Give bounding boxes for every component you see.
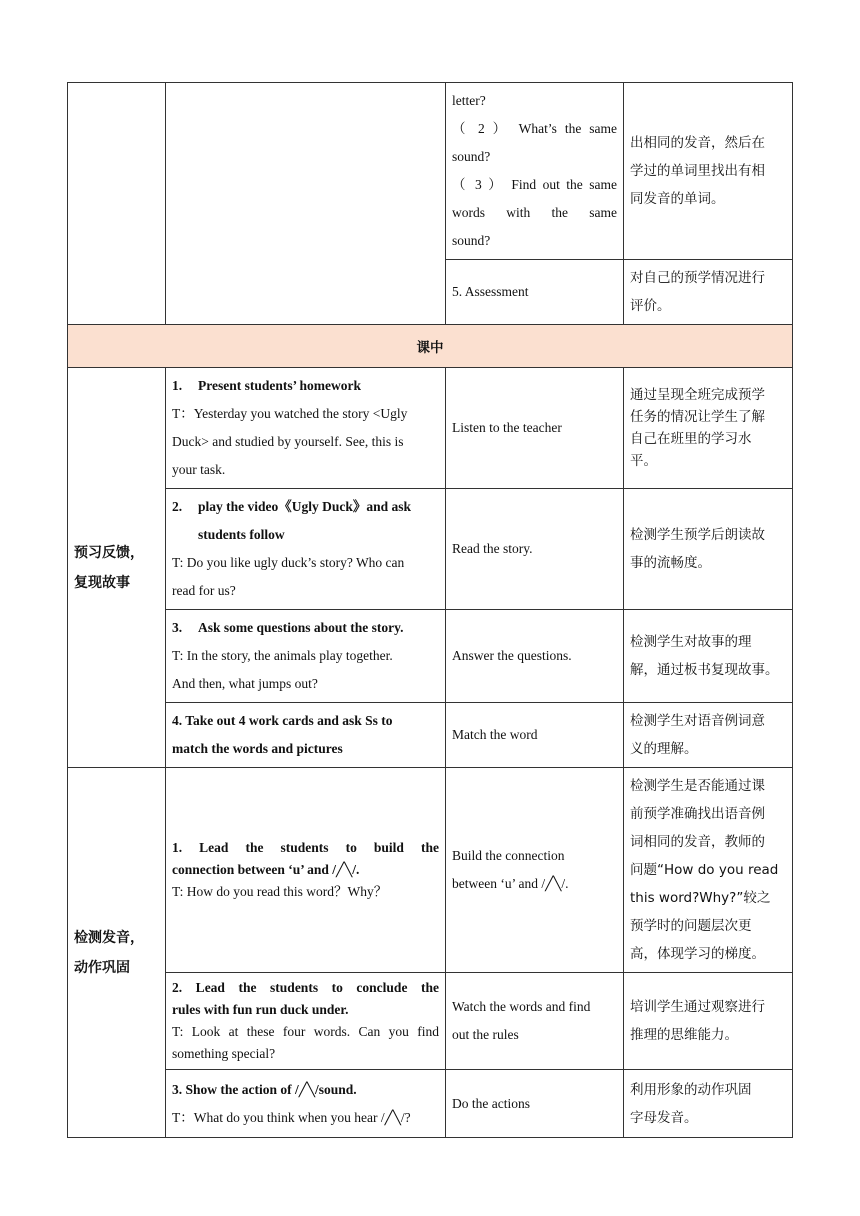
text-line: 预学时的问题层次更 [630,918,752,934]
teacher-activity-cell [166,489,446,610]
activity-title: 4. Take out 4 work cards and ask Ss to [172,713,393,728]
stage-label: 复现故事 [74,574,130,591]
section-header-row [68,325,793,368]
text-line: 检测学生对语音例词意 [630,713,765,729]
text-line: （ 2 ） What’s the same [452,121,617,136]
text-line: Build the connection [452,848,565,863]
purpose-cell [624,703,793,768]
text-line: read for us? [172,583,236,598]
table-row [68,610,793,703]
text-line: 自己在班里的学习水 [630,431,752,447]
text-line: Duck> and studied by yourself. See, this is [172,434,404,449]
text-line: 字母发音。 [630,1109,698,1126]
teacher-activity-cell [166,768,446,973]
student-activity-cell [446,83,624,260]
text-line: 出相同的发音，然后在 [630,135,765,151]
table-row [68,489,793,610]
text-line: 5. Assessment [452,284,529,299]
text-line: 前预学准确找出语音例 [630,806,765,822]
text-line: And then, what jumps out? [172,676,318,691]
teacher-activity-cell [166,703,446,768]
activity-title: 2. play the video《Ugly Duck》and ask [172,499,412,514]
text-line: out the rules [452,1027,519,1042]
stage-label: 预习反馈， [74,544,144,561]
text-line: sound? [452,233,491,248]
text-line: 平。 [630,453,657,469]
text-line: T: In the story, the animals play together. [172,648,393,663]
teacher-activity-cell [166,1070,446,1138]
text-line: 问题“How do you read [630,862,779,878]
empty-cell [68,83,166,325]
student-activity-cell: Read the story. [446,489,624,610]
text-line: your task. [172,462,226,477]
stage-label: 检测发音， [74,929,144,946]
stage-label: 动作巩固 [74,959,130,976]
student-activity-cell [446,260,624,325]
activity-title-cont: students follow [198,527,285,542]
text-line: 解，通过板书复现故事。 [630,662,779,678]
activity-title: match the words and pictures [172,741,343,756]
text-line: T: How do you read this word？Why？ [172,884,388,899]
text-line: between ‘u’ and /╱╲/. [452,876,569,891]
purpose-cell [624,368,793,489]
activity-title: 3. Ask some questions about the story. [172,620,404,635]
text-line: 义的理解。 [630,741,698,757]
student-activity-cell: Match the word [446,703,624,768]
text-line: T: Look at these four words. Can you find [172,1024,439,1039]
text-line: 评价。 [630,298,671,314]
text-line: 推理的思维能力。 [630,1027,738,1043]
student-activity-cell [446,973,624,1070]
activity-title: 3. Show the action of /╱╲/sound. [172,1081,357,1097]
text-line: 词相同的发音，教师的 [630,834,765,850]
purpose-cell [624,610,793,703]
student-activity-cell: Listen to the teacher [446,368,624,489]
text-line: 检测学生预学后朗读故 [630,527,765,543]
text-line: T: Do you like ugly duck’s story? Who can [172,555,405,570]
text-line: 培训学生通过观察进行 [630,999,765,1015]
teacher-activity-cell [166,368,446,489]
student-activity-cell: Answer the questions. [446,610,624,703]
text-line: 同发音的单词。 [630,191,725,207]
student-activity-cell: Do the actions [446,1070,624,1138]
purpose-cell [624,1070,793,1138]
table-row [68,703,793,768]
purpose-cell [624,489,793,610]
table-row [68,1070,793,1138]
text-line: something special? [172,1046,276,1061]
table-row [68,973,793,1070]
text-line: 对自己的预学情况进行 [630,270,765,286]
table-row [68,368,793,489]
text-line: Watch the words and find [452,999,591,1014]
text-line: letter? [452,93,486,108]
purpose-cell [624,83,793,260]
text-line: 检测学生是否能通过课 [630,778,765,794]
text-line: this word?Why?”较之 [630,890,771,906]
text-line: （ 3 ） Find out the same [452,177,617,192]
text-line: words with the same [452,205,617,220]
text-line: 检测学生对故事的理 [630,634,752,650]
table-row [68,83,793,260]
activity-title: 1. Lead the students to build the [172,840,439,855]
text-line: 任务的情况让学生了解 [630,409,765,425]
teacher-activity-cell [166,973,446,1070]
purpose-cell [624,768,793,973]
text-line: 高，体现学习的梯度。 [630,946,765,962]
text-line: T：Yesterday you watched the story <Ugly [172,406,408,421]
activity-title: connection between ‘u’ and /╱╲/. [172,862,360,877]
section-header: 课中 [68,325,793,368]
text-line: 事的流畅度。 [630,555,711,571]
activity-title: 2. Lead the students to conclude the [172,980,439,995]
activity-title: rules with fun run duck under. [172,1002,349,1017]
text-line: 利用形象的动作巩固 [630,1081,752,1098]
student-activity-cell [446,768,624,973]
stage-label-cell [68,368,166,768]
stage-label-cell [68,768,166,1138]
purpose-cell [624,973,793,1070]
text-line: 学过的单词里找出有相 [630,163,765,179]
lesson-plan-table [67,82,793,1138]
text-line: T：What do you think when you hear /╱╲/? [172,1109,411,1125]
table-row [68,768,793,973]
empty-cell [166,83,446,325]
text-line: sound? [452,149,491,164]
purpose-cell [624,260,793,325]
teacher-activity-cell [166,610,446,703]
activity-title: 1. Present students’ homework [172,378,361,393]
text-line: 通过呈现全班完成预学 [630,387,765,403]
